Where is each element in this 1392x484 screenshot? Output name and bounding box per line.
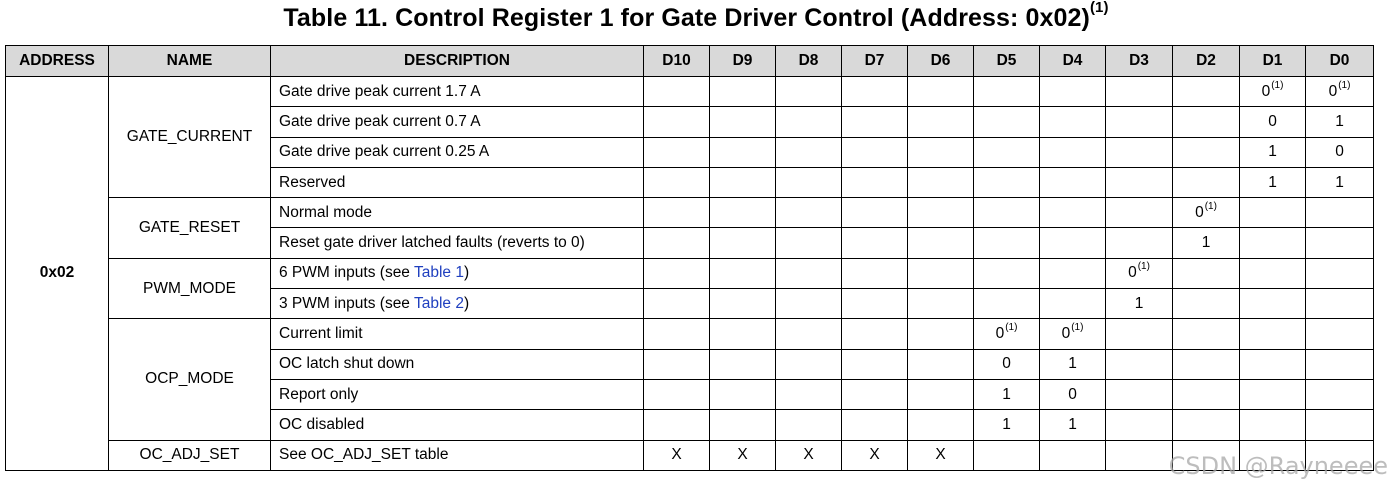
bit-d2 [1173,258,1240,288]
bit-d2 [1173,137,1240,167]
bit-d7 [842,258,908,288]
header-d6: D6 [908,46,974,77]
bit-d1 [1240,77,1306,107]
bit-d9 [710,137,776,167]
address-cell: 0x02 [6,77,109,471]
bit-d10 [644,379,710,409]
name-oc-adj-set: OC_ADJ_SET [109,440,271,470]
bit-d2 [1173,167,1240,197]
bit-d0 [1306,77,1374,107]
bit-d0 [1306,319,1374,349]
bit-d10 [644,319,710,349]
name-ocp-mode: OCP_MODE [109,319,271,440]
bit-d8 [776,258,842,288]
header-d4: D4 [1040,46,1106,77]
bit-d2: 1 [1173,228,1240,258]
header-d10: D10 [644,46,710,77]
desc-cell: OC disabled [271,410,644,440]
bit-d4 [1040,440,1106,470]
bit-d8 [776,137,842,167]
bit-d8 [776,379,842,409]
bit-d8 [776,349,842,379]
bit-d1 [1240,258,1306,288]
bit-d4 [1040,289,1106,319]
bit-d3 [1106,107,1173,137]
bit-d8 [776,289,842,319]
header-d0: D0 [1306,46,1374,77]
bit-d6 [908,289,974,319]
bit-d3 [1106,319,1173,349]
desc-text: 6 PWM inputs (see [279,264,414,282]
bit-d7 [842,410,908,440]
bit-d4 [1040,258,1106,288]
bit-d2 [1173,379,1240,409]
desc-cell: Report only [271,379,644,409]
bit-d5: 0 [974,349,1040,379]
bit-d0: 1 [1306,107,1374,137]
desc-cell [271,289,644,319]
header-d9: D9 [710,46,776,77]
bit-d8 [776,107,842,137]
bit-d3 [1106,410,1173,440]
bit-d7 [842,289,908,319]
bit-d1: 0 [1240,107,1306,137]
footnote-ref[interactable]: (1) [1338,79,1351,91]
desc-cell: Reserved [271,167,644,197]
bit-d5 [974,77,1040,107]
bit-d3 [1106,228,1173,258]
footnote-ref[interactable]: (1) [1005,322,1018,334]
bit-d6 [908,137,974,167]
bit-d8 [776,319,842,349]
bit-d5 [974,319,1040,349]
bit-d10 [644,137,710,167]
bit-d6 [908,410,974,440]
watermark: CSDN @Rayneeee [1168,452,1388,480]
bit-d3: 1 [1106,289,1173,319]
bit-d3 [1106,379,1173,409]
bit-d9 [710,77,776,107]
bit-d0 [1306,349,1374,379]
bit-d0 [1306,289,1374,319]
footnote-ref[interactable]: (1) [1071,322,1084,334]
bit-d7 [842,228,908,258]
bit-d2 [1173,198,1240,228]
bit-d4 [1040,107,1106,137]
bit-d1 [1240,289,1306,319]
bit-d8: X [776,440,842,470]
header-address: ADDRESS [6,46,109,77]
bit-d2 [1173,319,1240,349]
bit-d4: 1 [1040,410,1106,440]
bit-d3 [1106,440,1173,470]
bit-d0 [1306,379,1374,409]
bit-d4 [1040,137,1106,167]
bit-d3 [1106,77,1173,107]
desc-cell: OC latch shut down [271,349,644,379]
bit-d7 [842,379,908,409]
bit-d4 [1040,228,1106,258]
desc-cell [271,258,644,288]
bit-d10 [644,228,710,258]
bit-d10 [644,107,710,137]
header-description: DESCRIPTION [271,46,644,77]
header-d7: D7 [842,46,908,77]
header-d3: D3 [1106,46,1173,77]
desc-cell: Reset gate driver latched faults (reverts to 0) [271,228,644,258]
bit-d6 [908,167,974,197]
table-row [6,258,1374,288]
bit-d6 [908,77,974,107]
bit-d9 [710,198,776,228]
bit-d10 [644,77,710,107]
bit-d9 [710,379,776,409]
bit-d6 [908,198,974,228]
bit-d6 [908,228,974,258]
bit-d10: X [644,440,710,470]
table-title [0,2,1392,34]
bit-d7 [842,137,908,167]
bit-d9 [710,167,776,197]
bit-d6 [908,319,974,349]
bit-d1 [1240,198,1306,228]
bit-d7 [842,349,908,379]
bit-d5: 1 [974,379,1040,409]
bit-d5 [974,198,1040,228]
desc-text: ) [463,264,470,282]
bit-d5 [974,228,1040,258]
bit-d3 [1106,258,1173,288]
footnote-ref[interactable]: (1) [1204,200,1217,212]
bit-d5: 1 [974,410,1040,440]
bit-d4 [1040,198,1106,228]
bit-d1 [1240,319,1306,349]
bit-d9 [710,410,776,440]
bit-d7 [842,77,908,107]
bit-d7 [842,198,908,228]
bit-d2 [1173,349,1240,379]
bit-d1 [1240,379,1306,409]
bit-d1: 1 [1240,167,1306,197]
bit-d3 [1106,198,1173,228]
bit-d5 [974,258,1040,288]
bit-value: 0 [995,325,1005,343]
bit-d8 [776,77,842,107]
bit-d6 [908,258,974,288]
desc-cell: See OC_ADJ_SET table [271,440,644,470]
bit-d0: 1 [1306,167,1374,197]
bit-d1 [1240,228,1306,258]
bit-d5 [974,107,1040,137]
bit-d7 [842,167,908,197]
header-d5: D5 [974,46,1040,77]
desc-cell: Gate drive peak current 0.25 A [271,137,644,167]
bit-d10 [644,289,710,319]
desc-cell: Gate drive peak current 1.7 A [271,77,644,107]
bit-d2 [1173,107,1240,137]
name-pwm-mode: PWM_MODE [109,258,271,319]
bit-d0 [1306,258,1374,288]
bit-d1 [1240,349,1306,379]
name-gate-reset: GATE_RESET [109,198,271,259]
header-row [6,46,1374,77]
table-row [6,319,1374,349]
bit-d0 [1306,198,1374,228]
bit-value: 0 [1195,203,1204,221]
bit-d4: 1 [1040,349,1106,379]
title-footnote[interactable]: (1) [1089,0,1109,16]
bit-d0 [1306,228,1374,258]
bit-value: 0 [1261,82,1271,100]
bit-d9 [710,107,776,137]
register-table [5,45,1374,471]
bit-d10 [644,258,710,288]
bit-d3 [1106,137,1173,167]
desc-text: ) [463,294,470,312]
bit-d7 [842,107,908,137]
bit-d3 [1106,349,1173,379]
bit-d5 [974,137,1040,167]
desc-text: 3 PWM inputs (see [279,294,414,312]
desc-cell: Current limit [271,319,644,349]
bit-d5 [974,289,1040,319]
bit-d2 [1173,289,1240,319]
bit-d1 [1240,410,1306,440]
bit-d9 [710,258,776,288]
bit-d9 [710,349,776,379]
bit-d2 [1173,410,1240,440]
desc-cell: Gate drive peak current 0.7 A [271,107,644,137]
bit-d9 [710,319,776,349]
bit-d6: X [908,440,974,470]
bit-d8 [776,410,842,440]
bit-d4: 0 [1040,379,1106,409]
bit-d6 [908,107,974,137]
bit-d10 [644,198,710,228]
bit-d2 [1173,77,1240,107]
footnote-ref[interactable]: (1) [1271,79,1284,91]
bit-d3 [1106,167,1173,197]
bit-d8 [776,167,842,197]
bit-value: 0 [1328,82,1338,100]
bit-d8 [776,228,842,258]
desc-cell: Normal mode [271,198,644,228]
bit-value: 0 [1061,325,1071,343]
bit-d4 [1040,319,1106,349]
bit-value: 0 [1128,264,1137,282]
bit-d1: 1 [1240,137,1306,167]
bit-d10 [644,167,710,197]
bit-d10 [644,349,710,379]
bit-d7: X [842,440,908,470]
bit-d8 [776,198,842,228]
bit-d9 [710,289,776,319]
bit-d5 [974,440,1040,470]
table-title-text: Table 11. Control Register 1 for Gate Driver Control (Address: 0x02) [283,4,1090,32]
bit-d5 [974,167,1040,197]
bit-d6 [908,379,974,409]
table-row [6,77,1374,107]
bit-d6 [908,349,974,379]
bit-d0 [1306,410,1374,440]
bit-d4 [1040,77,1106,107]
header-d2: D2 [1173,46,1240,77]
table-1-link[interactable]: Table 1 [413,264,464,282]
bit-d4 [1040,167,1106,197]
header-name: NAME [109,46,271,77]
table-row [6,198,1374,228]
bit-d10 [644,410,710,440]
name-gate-current: GATE_CURRENT [109,77,271,198]
bit-d7 [842,319,908,349]
bit-d0: 0 [1306,137,1374,167]
header-d1: D1 [1240,46,1306,77]
bit-d9 [710,228,776,258]
bit-d9: X [710,440,776,470]
table-2-link[interactable]: Table 2 [413,294,464,312]
header-d8: D8 [776,46,842,77]
footnote-ref[interactable]: (1) [1137,261,1150,273]
